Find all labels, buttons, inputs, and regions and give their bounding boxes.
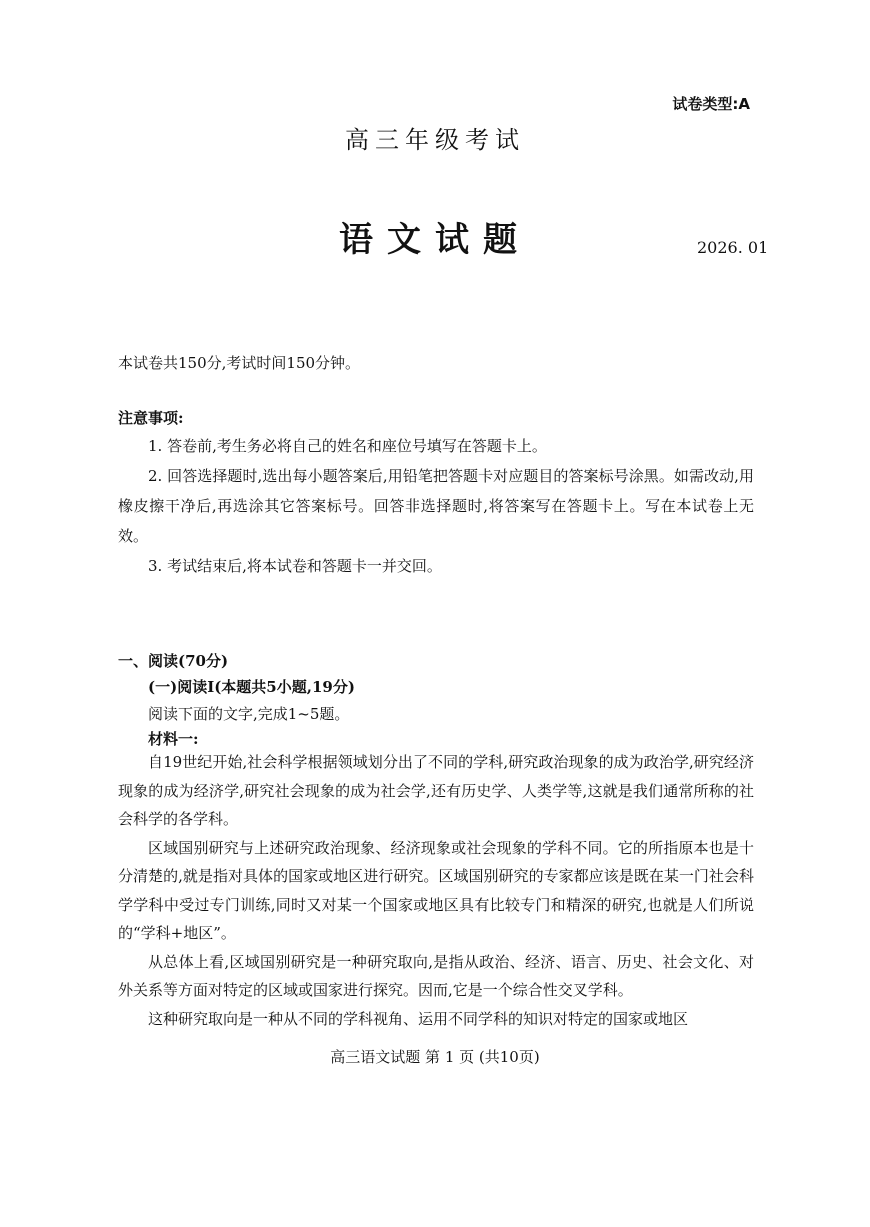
passage-paragraph: 这种研究取向是一种从不同的学科视角、运用不同学科的知识对特定的国家或地区 xyxy=(148,1009,689,1028)
passage-paragraph: 从总体上看,区域国别研究是一种研究取向,是指从政治、经济、语言、历史、社会文化、对外关系等方面对特定的区域或国家进行探究。因而,它是一个综合性交叉学科。 xyxy=(118,952,754,999)
exam-subtitle: 高三年级考试 xyxy=(345,126,525,154)
passage-paragraph: 自19世纪开始,社会科学根据领域划分出了不同的学科,研究政治现象的成为政治学,研究经济现象的成为经济学,研究社会现象的成为社会学,还有历史学、人类学等,这就是我们通常所称的社会科学的各学科。 xyxy=(118,753,754,828)
notice-heading: 注意事项: xyxy=(118,409,184,427)
page-footer: 高三语文试题 第 1 页 (共10页) xyxy=(330,1048,540,1066)
material-label: 材料一: xyxy=(148,730,199,748)
section-heading: 一、阅读(70分) xyxy=(118,652,229,670)
reading-instruction: 阅读下面的文字,完成1~5题。 xyxy=(148,705,350,723)
reading-passage xyxy=(118,748,754,1033)
notice-item: 2. 回答选择题时,选出每小题答案后,用铅笔把答题卡对应题目的答案标号涂黑。如需改动,用橡皮擦干净后,再选涂其它答案标号。回答非选择题时,将答案写在答题卡上。写在本试卷上无效。 xyxy=(118,467,754,545)
passage-paragraph: 区域国别研究与上述研究政治现象、经济现象或社会现象的学科不同。它的所指原本也是十分清楚的,就是指对具体的国家或地区进行研究。区域国别研究的专家都应该是既在某一门社会科学学科中受过专门训练,同时又对某一个国家或地区具有比较专门和精深的研究,也就是人们所说的“学科+地区”。 xyxy=(118,838,754,942)
notice-item: 3. 考试结束后,将本试卷和答题卡一并交回。 xyxy=(148,557,442,575)
exam-date: 2026. 01 xyxy=(697,238,769,257)
notice-item: 1. 答卷前,考生务必将自己的姓名和座位号填写在答题卡上。 xyxy=(148,437,547,455)
paper-type-label: 试卷类型:A xyxy=(672,95,750,113)
notice-list xyxy=(118,431,754,581)
subsection-heading: (一)阅读Ⅰ(本题共5小题,19分) xyxy=(148,678,355,696)
exam-intro: 本试卷共150分,考试时间150分钟。 xyxy=(118,354,361,372)
page-title: 语文试题 xyxy=(339,220,531,260)
